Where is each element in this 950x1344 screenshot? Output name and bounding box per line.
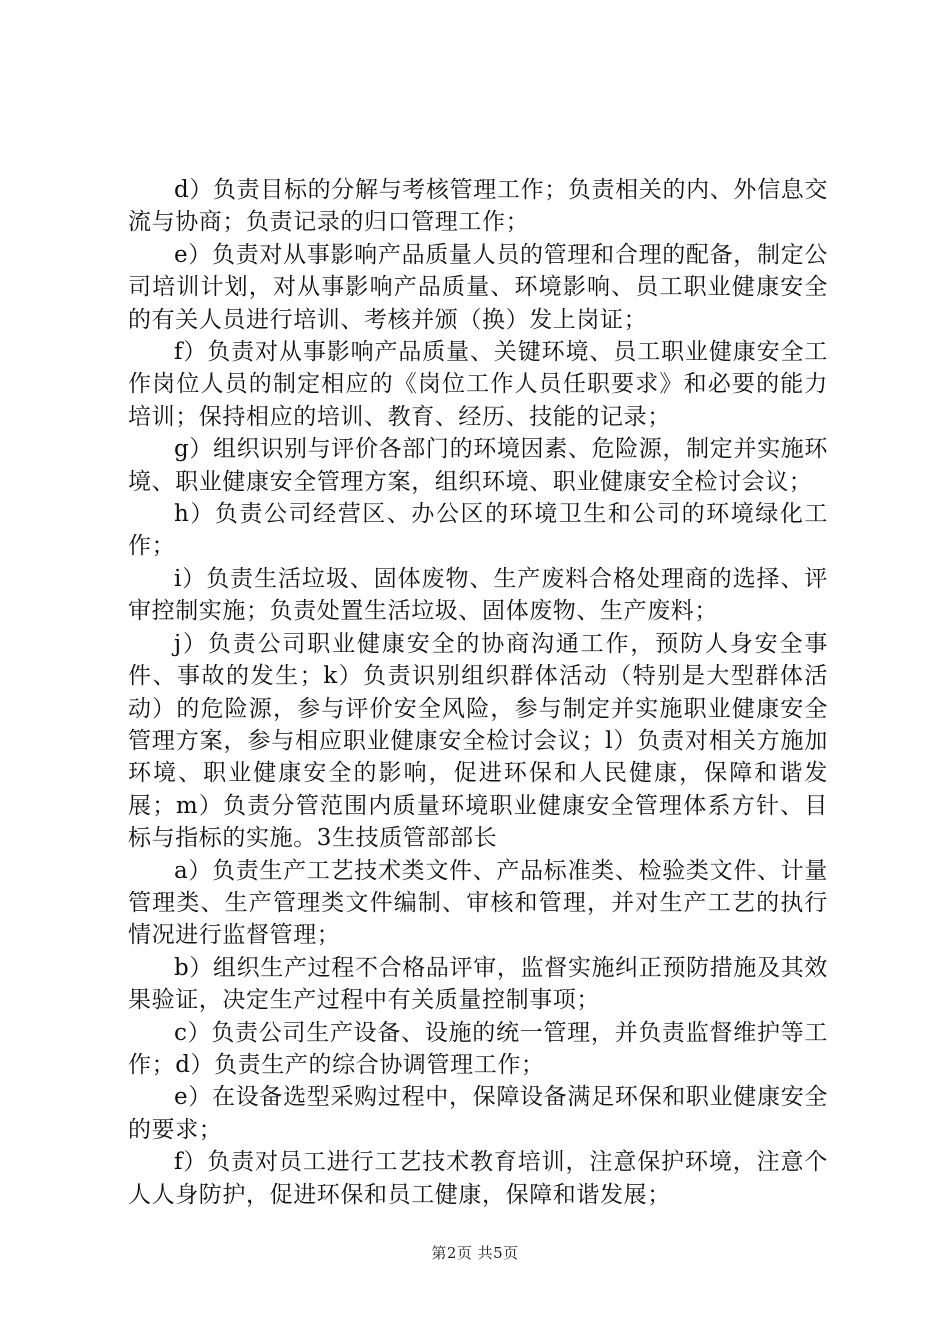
- paragraph-f2: f）负责对员工进行工艺技术教育培训，注意保护环境，注意个人人身防护，促进环保和员工健康，保障和谐发展；: [128, 1149, 828, 1208]
- paragraph-d: d）负责目标的分解与考核管理工作；负责相关的内、外信息交流与协商；负责记录的归口管理工作；: [128, 177, 828, 236]
- paragraph-f: f）负责对从事影响产品质量、关键环境、员工职业健康安全工作岗位人员的制定相应的《岗位工作人员任职要求》和必要的能力培训；保持相应的培训、教育、经历、技能的记录；: [128, 339, 828, 430]
- paragraph-h: h）负责公司经营区、办公区的环境卫生和公司的环境绿化工作；: [128, 501, 828, 560]
- paragraph-e2: e）在设备选型采购过程中，保障设备满足环保和职业健康安全的要求；: [128, 1084, 828, 1143]
- paragraph-e: e）负责对从事影响产品质量人员的管理和合理的配备，制定公司培训计划，对从事影响产品质量、环境影响、员工职业健康安全的有关人员进行培训、考核并颁（换）发上岗证；: [128, 241, 828, 333]
- paragraph-i: i）负责生活垃圾、固体废物、生产废料合格处理商的选择、评审控制实施；负责处置生活垃圾、固体废物、生产废料；: [128, 565, 828, 625]
- page-number-footer: 第2页 共5页: [431, 1244, 519, 1262]
- paragraph-g: g）组织识别与评价各部门的环境因素、危险源，制定并实施环境、职业健康安全管理方案，组织环境、职业健康安全检讨会议；: [128, 436, 828, 495]
- document-body: [128, 174, 828, 1211]
- paragraph-c-d: c）负责公司生产设备、设施的统一管理，并负责监督维护等工作；d）负责生产的综合协调管理工作；: [128, 1019, 828, 1078]
- paragraph-b: b）组织生产过程不合格品评审，监督实施纠正预防措施及其效果验证，决定生产过程中有关质量控制事项；: [128, 954, 828, 1014]
- paragraph-a: a）负责生产工艺技术类文件、产品标准类、检验类文件、计量管理类、生产管理类文件编制、审核和管理，并对生产工艺的执行情况进行监督管理；: [128, 857, 828, 949]
- paragraph-j-k-l-m: j）负责公司职业健康安全的协商沟通工作，预防人身安全事件、事故的发生；k）负责识别组织群体活动（特别是大型群体活动）的危险源，参与评价安全风险，参与制定并实施职业健康安全管理方案，参与相应职业健康安全检讨会议；l）负责对相关方施加环境、职业健康安全的影响，促进环保和人民健康，保障和谐发展；m）负责分管范围内质量环境职业健康安全管理体系方针、目标与指标的实施。3生技质管部部长: [128, 630, 828, 852]
